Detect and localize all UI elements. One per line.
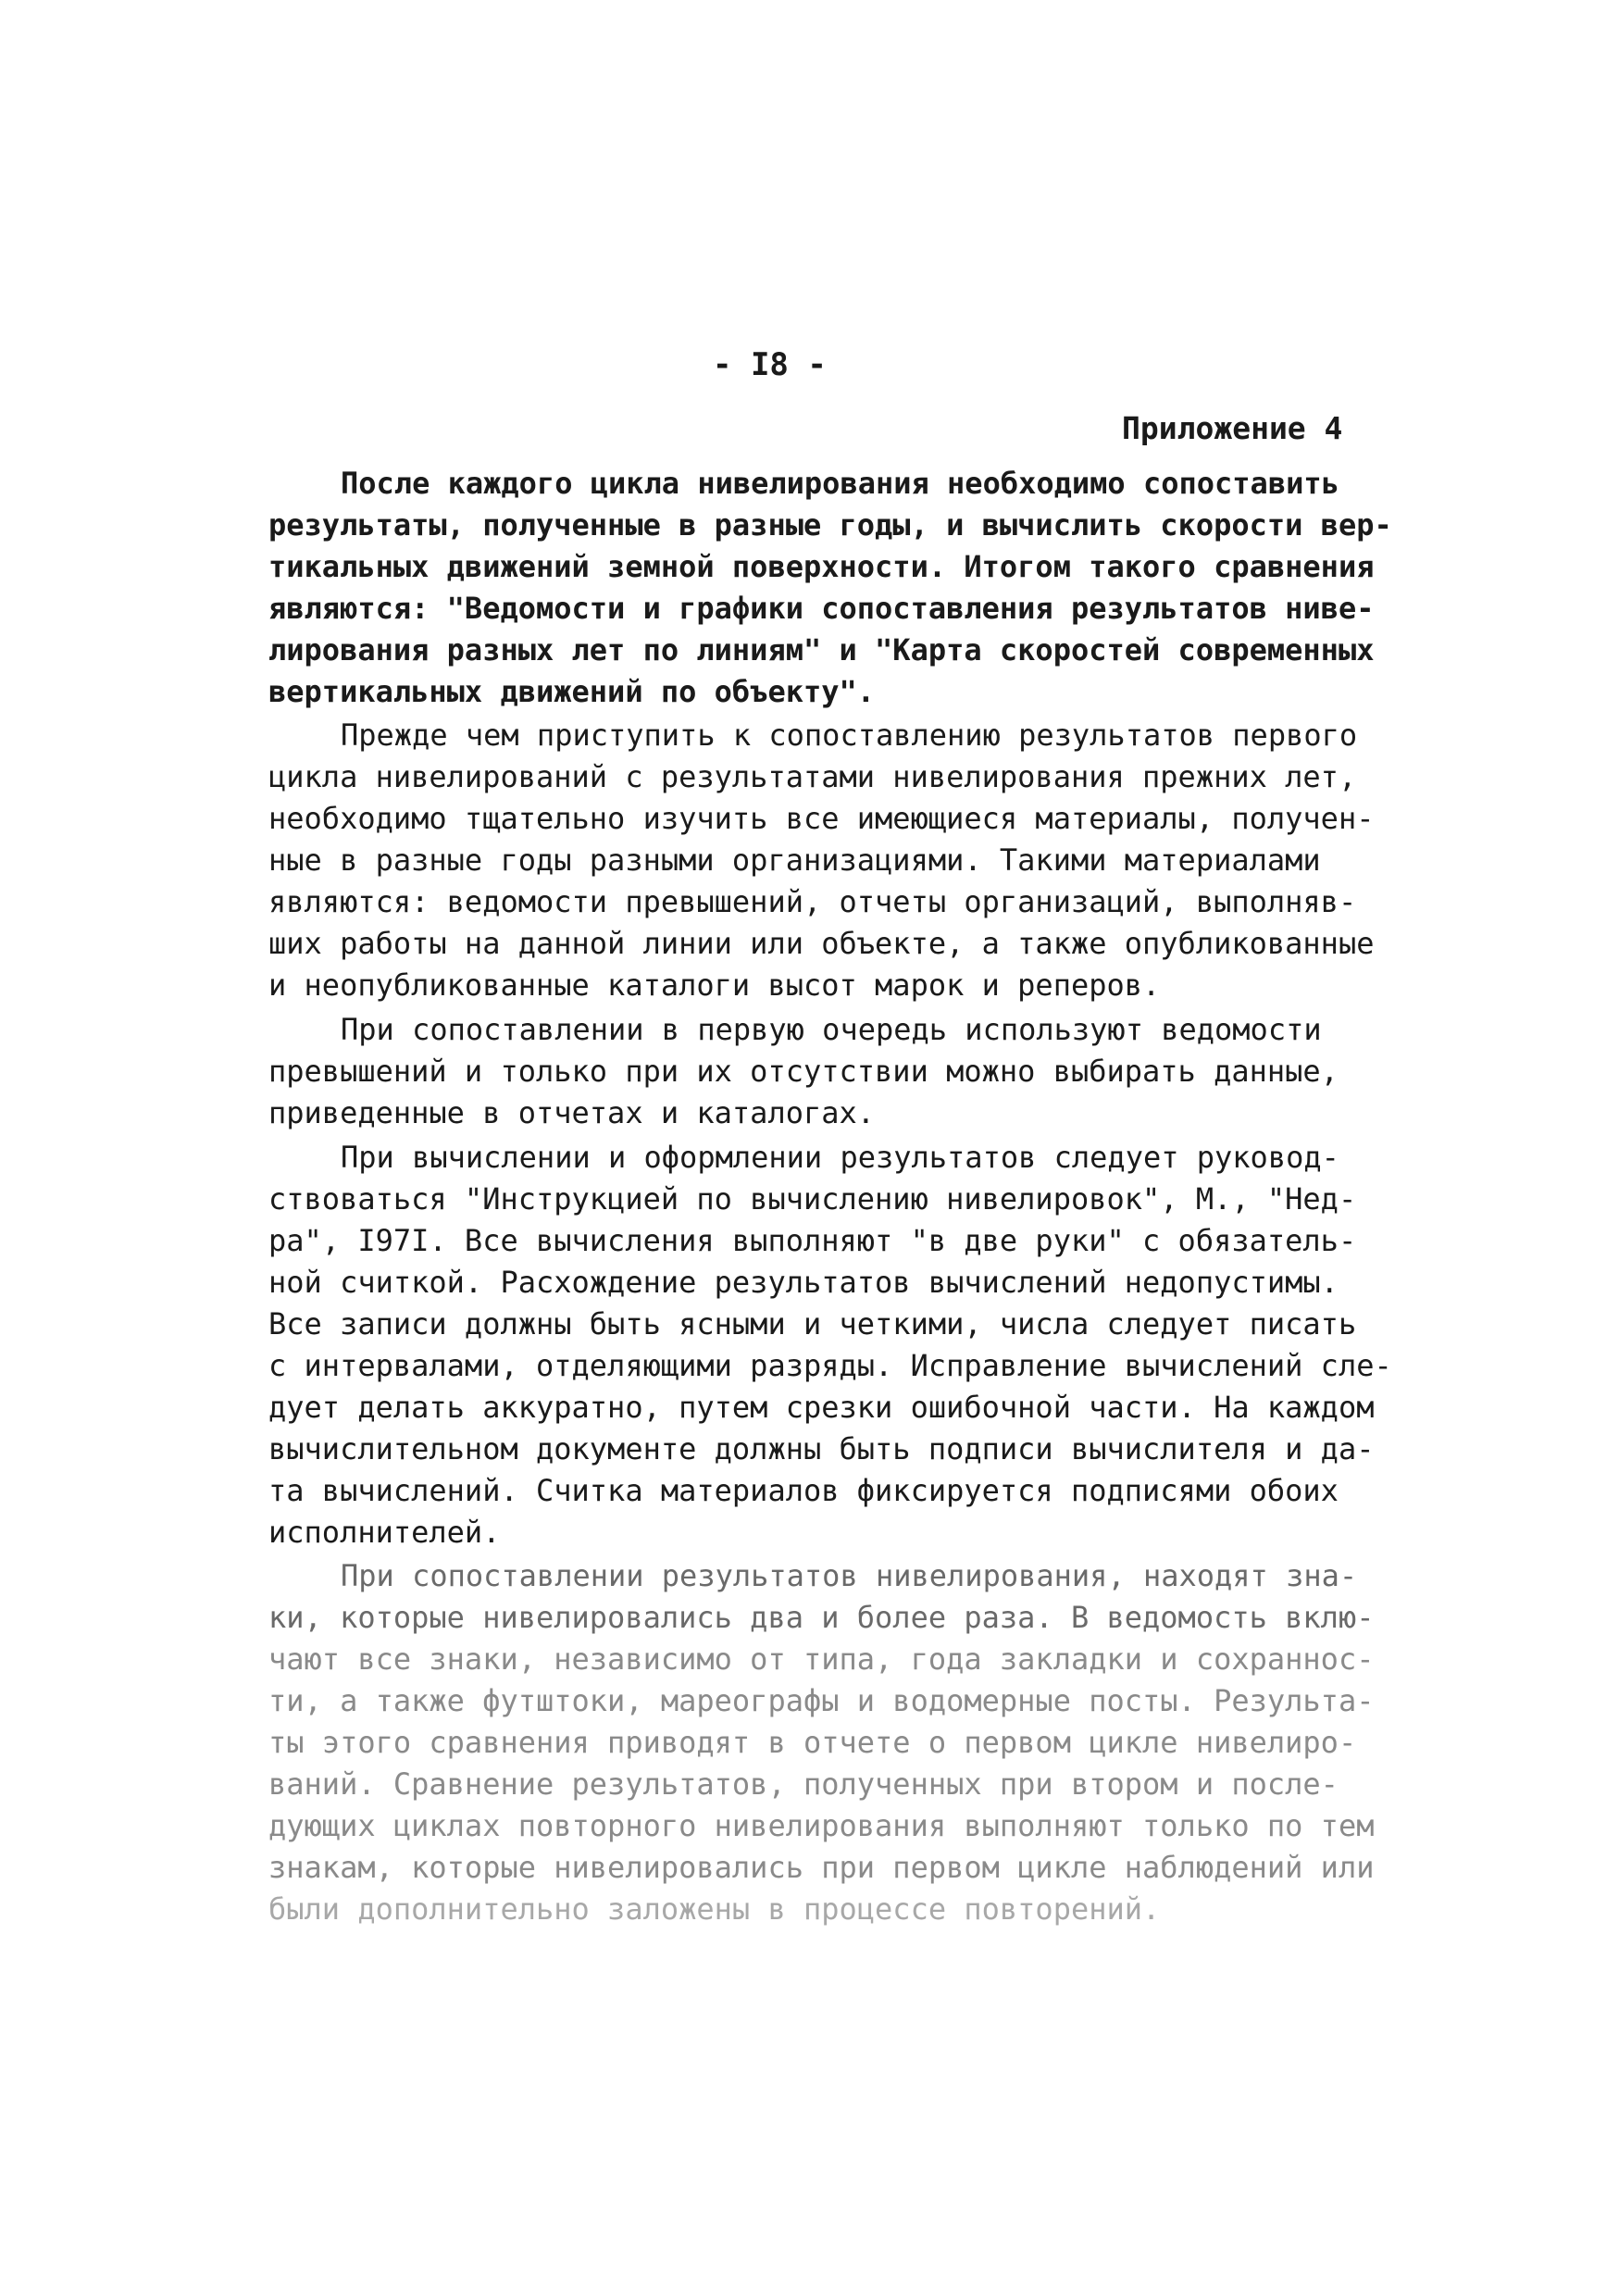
paragraph-line: дует делать аккуратно, путем срезки ошибочной части. На каждом bbox=[268, 1390, 1375, 1425]
paragraph-line: При сопоставлении результатов нивелирования, находят зна- bbox=[341, 1558, 1358, 1593]
paragraph-line: результаты, полученные в разные годы, и вычислить скорости вер- bbox=[268, 507, 1392, 543]
paragraph-line: ной считкой. Расхождение результатов вычислений недопустимы. bbox=[268, 1265, 1339, 1300]
paragraph-line: исполнителей. bbox=[268, 1515, 501, 1550]
paragraph-line: ты этого сравнения приводят в отчете о первом цикле нивелиро- bbox=[268, 1725, 1357, 1760]
paragraph-line: ствоваться "Инструкцией по вычислению нивелировок", М., "Нед- bbox=[268, 1181, 1357, 1217]
paragraph-line: с интервалами, отделяющими разряды. Исправление вычислений сле- bbox=[268, 1348, 1392, 1383]
paragraph-line: цикла нивелирований с результатами нивелирования прежних лет, bbox=[268, 759, 1357, 794]
paragraph-line: ти, а также футштоки, мареографы и водомерные посты. Результа- bbox=[268, 1683, 1375, 1718]
paragraph-line: были дополнительно заложены в процессе повторений. bbox=[268, 1891, 1161, 1927]
paragraph-line: являются: "Ведомости и графики сопоставления результатов ниве- bbox=[268, 591, 1375, 626]
paragraph-line: Прежде чем приступить к сопоставлению результатов первого bbox=[341, 718, 1358, 753]
paragraph-line: ваний. Сравнение результатов, полученных при втором и после- bbox=[268, 1766, 1339, 1802]
paragraph-line: приведенные в отчетах и каталогах. bbox=[268, 1095, 876, 1130]
paragraph-line: вычислительном документе должны быть подписи вычислителя и да- bbox=[268, 1431, 1375, 1466]
paragraph-line: ра", I97I. Все вычисления выполняют "в две руки" с обязатель- bbox=[268, 1223, 1357, 1258]
paragraph-line: ших работы на данной линии или объекте, а также опубликованные bbox=[268, 926, 1375, 961]
paragraph-line: вертикальных движений по объекту". bbox=[268, 674, 876, 709]
paragraph-line: чают все знаки, независимо от типа, года закладки и сохраннос- bbox=[268, 1641, 1375, 1677]
paragraph-line: ные в разные годы разными организациями. Такими материалами bbox=[268, 842, 1321, 878]
paragraph-line: превышений и только при их отсутствии можно выбирать данные, bbox=[268, 1054, 1339, 1089]
paragraph-line: тикальных движений земной поверхности. Итогом такого сравнения bbox=[268, 549, 1375, 584]
paragraph-line: Все записи должны быть ясными и четкими, числа следует писать bbox=[268, 1306, 1357, 1341]
paragraph-line: являются: ведомости превышений, отчеты организаций, выполняв- bbox=[268, 884, 1357, 919]
paragraph-line: При сопоставлении в первую очередь используют ведомости bbox=[341, 1012, 1322, 1047]
paragraph-line: необходимо тщательно изучить все имеющиеся материалы, получен- bbox=[268, 801, 1375, 836]
paragraph-line: и неопубликованные каталоги высот марок и реперов. bbox=[268, 967, 1161, 1003]
paragraph-line: После каждого цикла нивелирования необходимо сопоставить bbox=[341, 466, 1339, 501]
paragraph-line: та вычислений. Считка материалов фиксируется подписями обоих bbox=[268, 1473, 1339, 1508]
paragraph-line: дующих циклах повторного нивелирования выполняют только по тем bbox=[268, 1808, 1375, 1843]
page-number: - I8 - bbox=[713, 346, 827, 383]
paragraph-line: При вычислении и оформлении результатов следует руковод- bbox=[341, 1140, 1339, 1175]
paragraph-line: лирования разных лет по линиям" и "Карта скоростей современных bbox=[268, 632, 1375, 668]
paragraph-line: знакам, которые нивелировались при первом цикле наблюдений или bbox=[268, 1850, 1375, 1885]
paragraph-line: ки, которые нивелировались два и более раза. В ведомость вклю- bbox=[268, 1600, 1375, 1635]
appendix-label: Приложение 4 bbox=[1122, 410, 1343, 446]
